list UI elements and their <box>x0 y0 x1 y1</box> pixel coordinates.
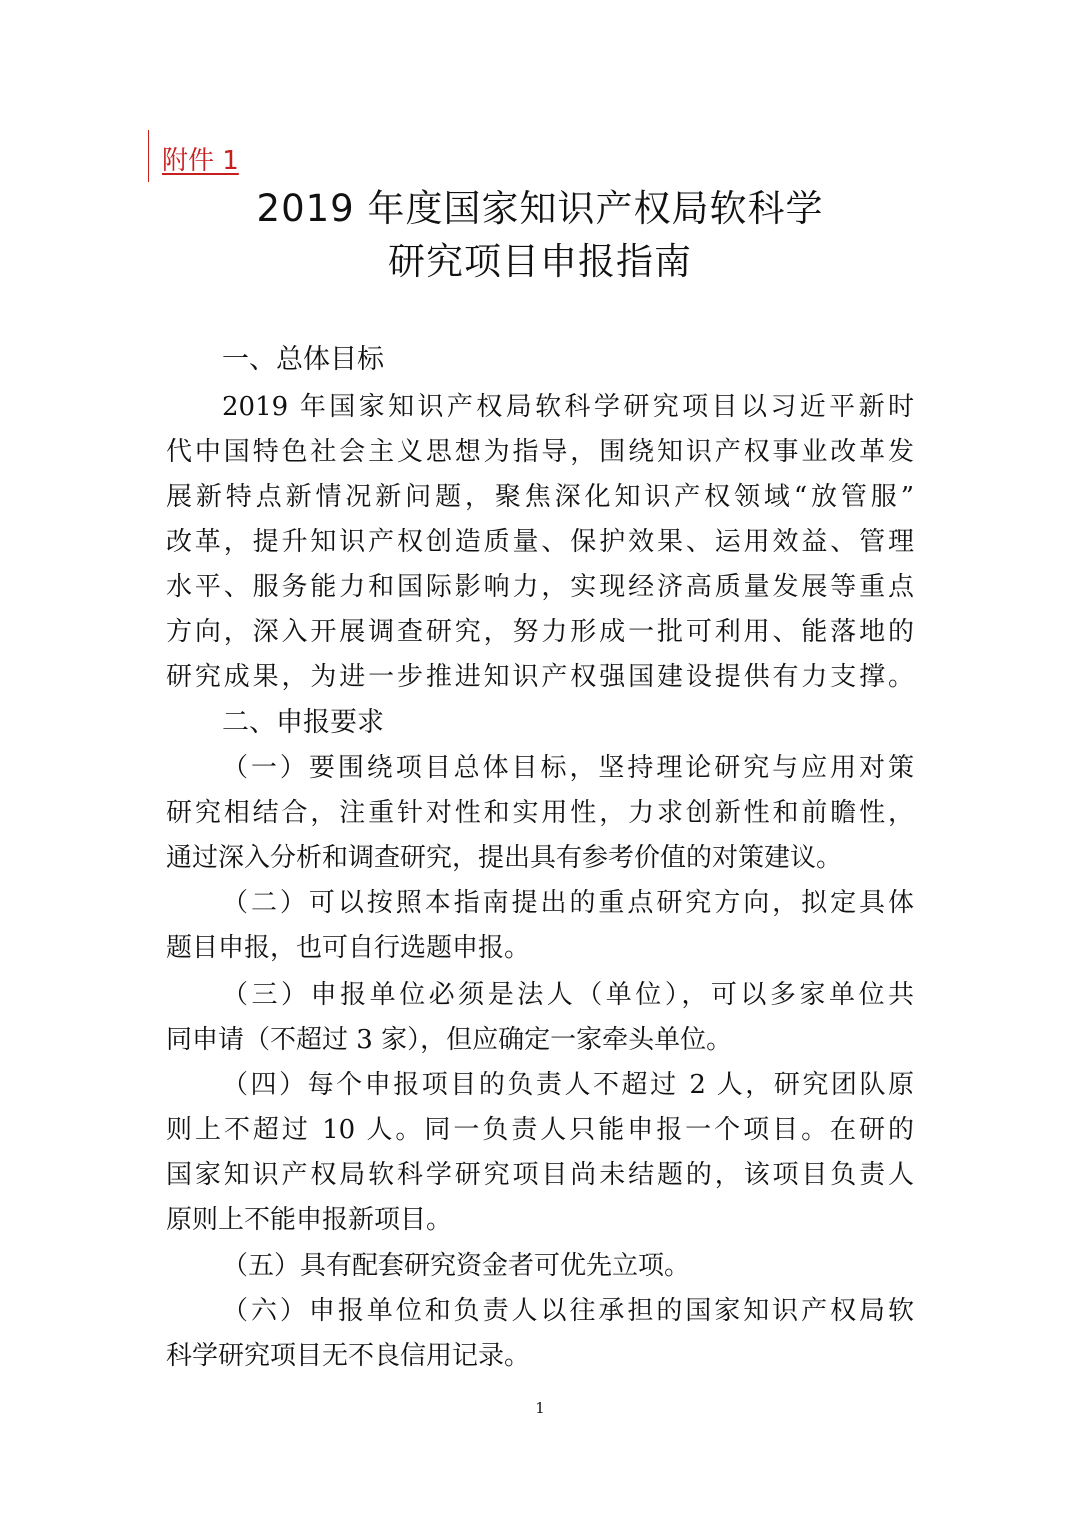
paragraph-line: （一）要围绕项目总体目标，坚持理论研究与应用对策 <box>222 753 914 783</box>
paragraph-line: 通过深入分析和调查研究，提出具有参考价值的对策建议。 <box>166 843 843 873</box>
paragraph-line: 同申请（不超过 3 家），但应确定一家牵头单位。 <box>166 1025 733 1055</box>
attachment-label: 附件 1 <box>162 146 239 176</box>
paragraph-line: 方向，深入开展调查研究，努力形成一批可利用、能落地的 <box>166 617 914 647</box>
paragraph-line: 国家知识产权局软科学研究项目尚未结题的，该项目负责人 <box>166 1160 914 1190</box>
paragraph-line: （三）申报单位必须是法人（单位），可以多家单位共 <box>222 980 914 1010</box>
page-number: 1 <box>535 1399 545 1417</box>
section-heading-application-requirements: 二、申报要求 <box>222 707 384 738</box>
paragraph-line: 题目申报，也可自行选题申报。 <box>166 933 531 963</box>
paragraph-line: （五）具有配套研究资金者可优先立项。 <box>222 1251 691 1281</box>
paragraph-line: （二）可以按照本指南提出的重点研究方向，拟定具体 <box>222 888 914 918</box>
revision-bar <box>148 130 149 182</box>
paragraph-line: 水平、服务能力和国际影响力，实现经济高质量发展等重点 <box>166 572 914 602</box>
paragraph-line: （六）申报单位和负责人以往承担的国家知识产权局软 <box>222 1296 914 1326</box>
paragraph-line: 改革，提升知识产权创造质量、保护效果、运用效益、管理 <box>166 527 914 557</box>
paragraph-line: 则上不超过 10 人。同一负责人只能申报一个项目。在研的 <box>166 1115 914 1145</box>
paragraph-line: 代中国特色社会主义思想为指导，围绕知识产权事业改革发 <box>166 437 914 467</box>
paragraph-line: （四）每个申报项目的负责人不超过 2 人，研究团队原 <box>222 1070 914 1100</box>
document-title-line-1: 2019 年度国家知识产权局软科学 <box>256 187 824 230</box>
paragraph-line: 研究相结合，注重针对性和实用性，力求创新性和前瞻性， <box>166 798 914 828</box>
paragraph-line: 研究成果，为进一步推进知识产权强国建设提供有力支撑。 <box>166 662 914 692</box>
section-heading-overall-goals: 一、总体目标 <box>222 344 384 375</box>
paragraph-line: 原则上不能申报新项目。 <box>166 1205 453 1235</box>
paragraph-line: 展新特点新情况新问题，聚焦深化知识产权领域“放管服” <box>166 482 914 512</box>
document-title-line-2: 研究项目申报指南 <box>388 240 692 283</box>
paragraph-line: 2019 年国家知识产权局软科学研究项目以习近平新时 <box>222 392 914 422</box>
paragraph-line: 科学研究项目无不良信用记录。 <box>166 1341 531 1371</box>
